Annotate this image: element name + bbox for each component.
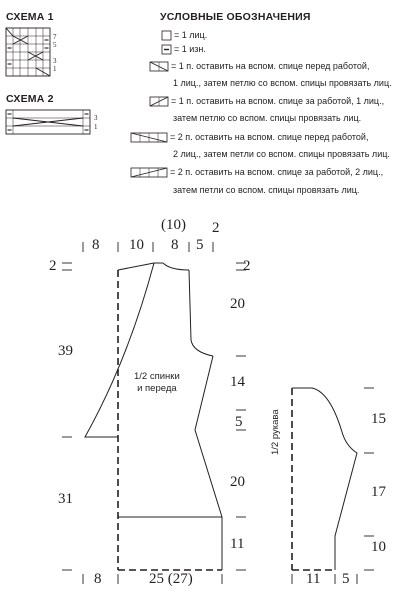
scheme-1-row-7: 7: [53, 33, 57, 41]
body-left-measure-39: 39: [58, 343, 73, 359]
body-right-measure-14: 14: [230, 374, 245, 390]
sleeve-right-measure-10: 10: [371, 539, 386, 555]
legend-cross-left-2-line2: затем петли со вспом. спицы провязать лиц.: [173, 185, 360, 195]
scheme-2-title: СХЕМА 2: [6, 93, 54, 105]
body-right-measure-20a: 20: [230, 296, 245, 312]
body-piece-label-line2: и переда: [137, 383, 177, 394]
scheme-1-row-5: 5: [53, 41, 57, 49]
body-bottom-measure-8: 8: [94, 571, 102, 587]
legend-cross-right-2-line2: 2 лиц., затем петли со вспом. спицы провязать лиц.: [173, 149, 390, 159]
body-top-measure-8b: 8: [171, 237, 179, 253]
scheme-1-row-3: 3: [53, 57, 57, 65]
legend-cross-right-2-line1: = 2 п. оставить на вспом. спице перед работой,: [170, 132, 369, 142]
scheme-2-chart: [6, 110, 90, 134]
legend-cross-right-1-line1: = 1 п. оставить на вспом. спице перед работой,: [171, 61, 370, 71]
legend-symbols: [131, 31, 171, 177]
legend-cross-left-1-line2: затем петлю со вспом. спицы провязать лиц.: [173, 113, 362, 123]
scheme-1-chart: [6, 28, 50, 76]
body-right-measure-5: 5: [235, 414, 243, 430]
body-right-measure-2: 2: [243, 258, 251, 274]
legend-cross-left-2-line1: = 2 п. оставить на вспом. спице за работой, 2 лиц.,: [170, 167, 384, 177]
body-piece-label: [134, 371, 180, 395]
scheme-1-title: СХЕМА 1: [6, 11, 54, 23]
legend-title: УСЛОВНЫЕ ОБОЗНАЧЕНИЯ: [160, 11, 311, 23]
body-top-measure-8a: 8: [92, 237, 100, 253]
scheme-2-row-3: 3: [94, 114, 98, 122]
sleeve-bottom-measure-5: 5: [342, 571, 350, 587]
sleeve-piece-label: 1/2 рукава: [270, 409, 281, 455]
body-top-measure-2: 2: [212, 220, 220, 236]
sleeve-right-measure-15: 15: [371, 411, 386, 427]
legend-cross-left-1-line1: = 1 п. оставить на вспом. спице за работой, 1 лиц.,: [171, 96, 385, 106]
body-top-neck-paren: (10): [161, 217, 186, 233]
scheme-2-row-1: 1: [94, 123, 98, 131]
body-ticks: [62, 242, 246, 584]
body-top-measure-5: 5: [196, 237, 204, 253]
body-pattern-outline: [85, 263, 222, 570]
body-piece-label-line1: 1/2 спинки: [134, 371, 180, 382]
sleeve-ticks: [292, 388, 374, 584]
legend-knit: = 1 лиц.: [174, 30, 208, 40]
sleeve-pattern-outline: [292, 388, 357, 570]
body-bottom-measure-25-27: 25 (27): [149, 571, 193, 587]
body-right-measure-20b: 20: [230, 474, 245, 490]
legend-purl: = 1 изн.: [174, 44, 206, 54]
sleeve-bottom-measure-11: 11: [306, 571, 321, 587]
sleeve-right-measure-17: 17: [371, 484, 386, 500]
body-left-measure-31: 31: [58, 491, 73, 507]
body-right-measure-11: 11: [230, 536, 245, 552]
scheme-1-row-1: 1: [53, 65, 57, 73]
body-top-measure-10: 10: [129, 237, 144, 253]
body-left-measure-2: 2: [49, 258, 57, 274]
legend-cross-right-1-line2: 1 лиц., затем петлю со вспом. спицы провязать лиц.: [173, 78, 392, 88]
